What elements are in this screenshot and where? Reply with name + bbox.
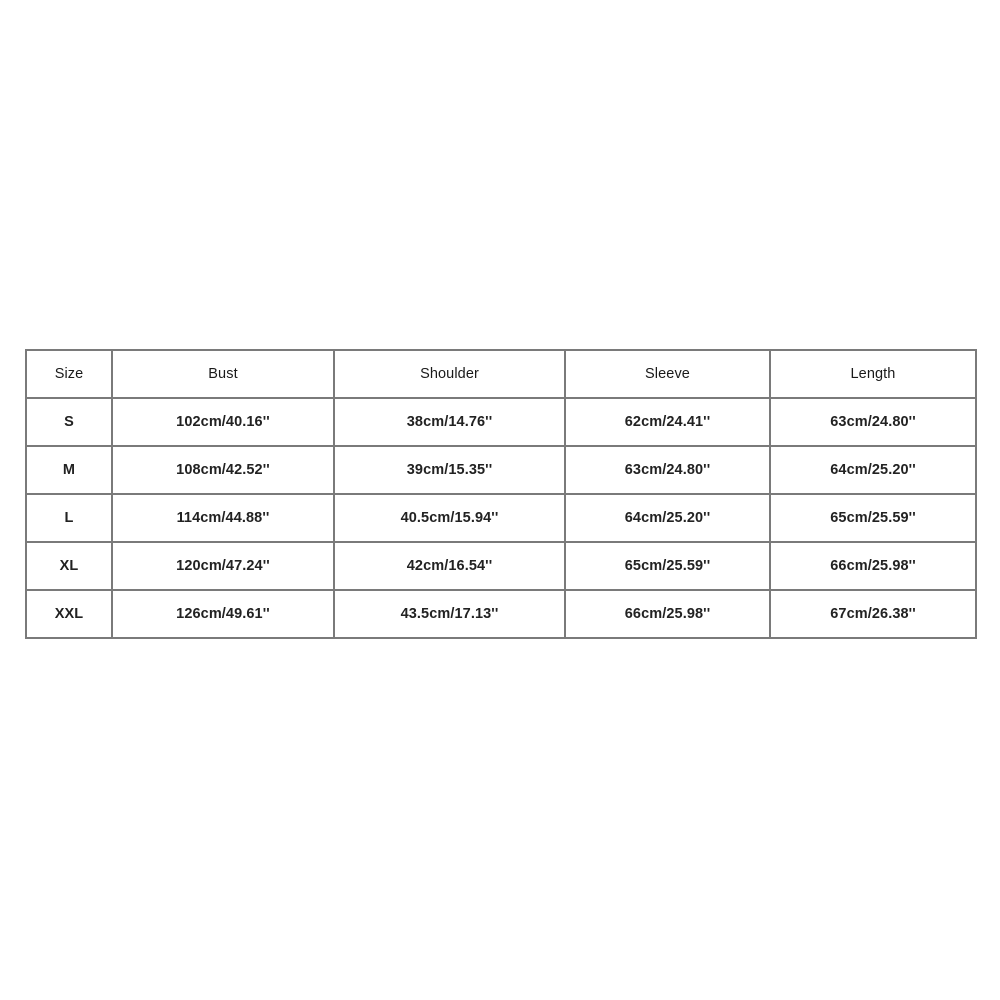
bust-cell: 108cm/42.52'' — [112, 446, 334, 494]
length-cell: 67cm/26.38'' — [770, 590, 976, 638]
size-cell: S — [26, 398, 112, 446]
bust-cell: 126cm/49.61'' — [112, 590, 334, 638]
bust-cell: 120cm/47.24'' — [112, 542, 334, 590]
table-row — [26, 494, 976, 542]
shoulder-cell: 42cm/16.54'' — [334, 542, 565, 590]
shoulder-cell: 39cm/15.35'' — [334, 446, 565, 494]
bust-cell: 102cm/40.16'' — [112, 398, 334, 446]
table-row — [26, 590, 976, 638]
table-row — [26, 446, 976, 494]
table-row — [26, 542, 976, 590]
sleeve-cell: 62cm/24.41'' — [565, 398, 770, 446]
header-length: Length — [770, 350, 976, 398]
shoulder-cell: 38cm/14.76'' — [334, 398, 565, 446]
shoulder-cell: 40.5cm/15.94'' — [334, 494, 565, 542]
sleeve-cell: 63cm/24.80'' — [565, 446, 770, 494]
length-cell: 66cm/25.98'' — [770, 542, 976, 590]
bust-cell: 114cm/44.88'' — [112, 494, 334, 542]
size-cell: XXL — [26, 590, 112, 638]
size-cell: L — [26, 494, 112, 542]
header-sleeve: Sleeve — [565, 350, 770, 398]
table-header-row — [26, 350, 976, 398]
length-cell: 65cm/25.59'' — [770, 494, 976, 542]
table-row — [26, 398, 976, 446]
size-cell: M — [26, 446, 112, 494]
header-bust: Bust — [112, 350, 334, 398]
shoulder-cell: 43.5cm/17.13'' — [334, 590, 565, 638]
size-chart-table — [25, 349, 977, 639]
size-cell: XL — [26, 542, 112, 590]
length-cell: 63cm/24.80'' — [770, 398, 976, 446]
header-shoulder: Shoulder — [334, 350, 565, 398]
length-cell: 64cm/25.20'' — [770, 446, 976, 494]
sleeve-cell: 64cm/25.20'' — [565, 494, 770, 542]
header-size: Size — [26, 350, 112, 398]
sleeve-cell: 66cm/25.98'' — [565, 590, 770, 638]
sleeve-cell: 65cm/25.59'' — [565, 542, 770, 590]
